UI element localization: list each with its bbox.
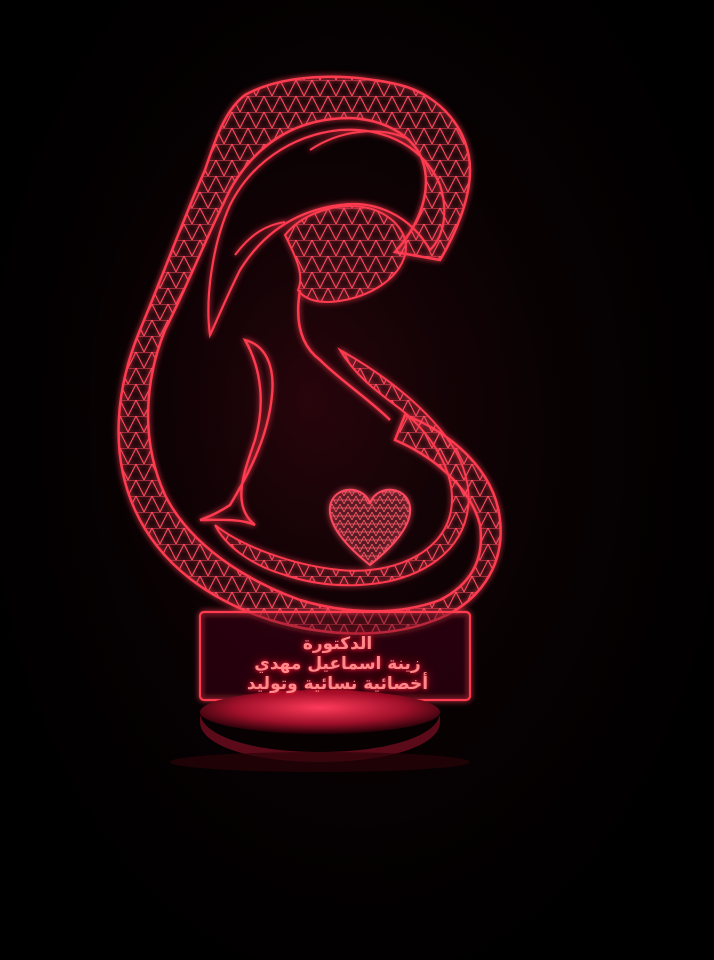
plaque-line-specialty: أخصائية نسائية وتوليد	[246, 674, 429, 694]
plaque-line-title: الدكتورة	[302, 634, 373, 654]
plaque-line-name: زينة اسماعيل مهدي	[254, 654, 421, 674]
lamp-base-reflection	[170, 752, 470, 772]
lamp-base-top	[200, 690, 440, 734]
